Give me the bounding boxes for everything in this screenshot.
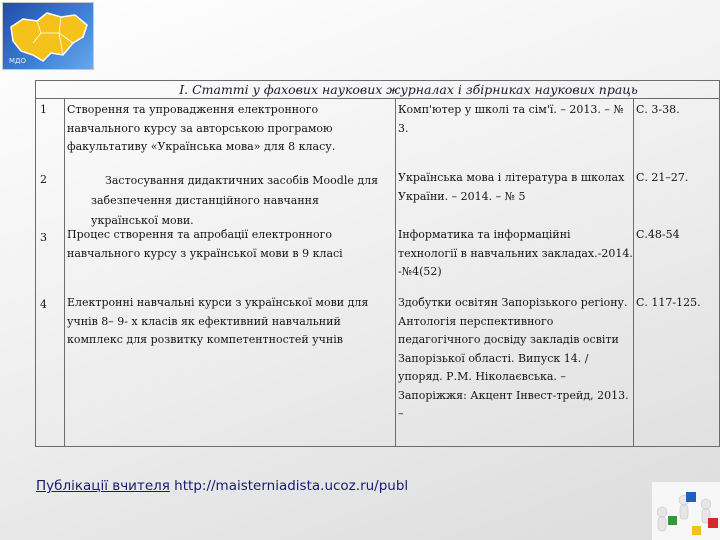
title-line: Електронні навчальні курси з української мови для (67, 296, 369, 309)
source-line: Інформатика та інформаційні (398, 228, 571, 241)
article-source (398, 101, 632, 138)
source-line: Здобутки освітян Запорізького регіону. (398, 296, 628, 309)
title-line: навчального курсу з української мови в 9 класі (67, 246, 343, 260)
article-pages: С.48-54 (636, 228, 680, 241)
source-line: – (398, 407, 404, 420)
article-pages: С. 117-125. (636, 296, 701, 309)
source-line: 3. (398, 121, 409, 135)
title-line: забезпечення дистанційного навчання (91, 194, 319, 207)
column-divider (395, 99, 396, 446)
title-line: української мови. (91, 214, 194, 227)
title-line: Створення та упровадження електронного (67, 103, 319, 116)
source-line: України. – 2014. – № 5 (398, 189, 526, 203)
source-line: Комп'ютер у школі та сім'ї. – 2013. – № (398, 103, 624, 116)
source-line: -№4(52) (398, 265, 442, 278)
title-line: факультативу «Українська мова» для 8 класу. (67, 140, 336, 153)
article-title (67, 171, 392, 231)
column-divider (64, 99, 65, 446)
people-puzzle-icon (652, 482, 720, 540)
article-source (398, 294, 632, 424)
row-number: 4 (40, 298, 47, 311)
article-title (67, 294, 392, 350)
source-line: Українська мова і література в школах (398, 171, 625, 184)
source-line: педагогічного досвіду закладів освіти (398, 333, 619, 346)
source-line: Запорізької області. Випуск 14. / (398, 351, 589, 365)
teacher-publications-link[interactable] (36, 478, 408, 494)
article-pages: С. 3-38. (636, 103, 680, 116)
article-source (398, 169, 632, 206)
source-line: Антологія перспективного (398, 314, 554, 328)
row-number: 2 (40, 173, 47, 186)
row-number: 1 (40, 103, 47, 116)
link-url[interactable]: http://maisterniadista.ucoz.ru/publ (169, 478, 409, 494)
title-line: комплекс для розвитку компетентностей учнів (67, 333, 343, 346)
school-logo (2, 2, 94, 70)
title-line: Застосування дидактичних засобів Moodle для (105, 174, 379, 187)
source-line: Запоріжжя: Акцент Інвест-трейд, 2013. (398, 388, 629, 402)
article-title (67, 101, 392, 157)
source-line: упоряд. Р.М. Ніколаєвська. – (398, 370, 566, 383)
title-line: Процес створення та апробації електронного (67, 228, 332, 241)
link-prefix[interactable]: Публікації вчителя (36, 478, 170, 494)
article-source (398, 226, 634, 282)
title-line: учнів 8– 9- х класів як ефективний навчальний (67, 314, 341, 328)
logo-caption: МДО (9, 57, 27, 65)
publications-table (35, 80, 720, 447)
row-number: 3 (40, 231, 47, 244)
table-title: І. Статті у фахових наукових журналах і збірниках наукових праць (36, 81, 720, 99)
article-pages: С. 21–27. (636, 171, 689, 184)
teamwork-figures-illustration (652, 482, 720, 540)
title-line: навчального курсу за авторською програмою (67, 121, 333, 135)
source-line: технології в навчальних закладах.-2014. (398, 246, 633, 260)
article-title (67, 226, 392, 263)
